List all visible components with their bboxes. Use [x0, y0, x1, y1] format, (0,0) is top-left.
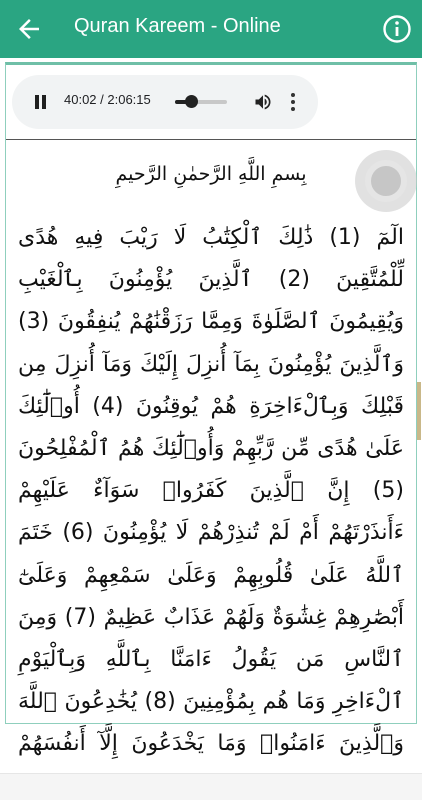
app-bar [0, 0, 422, 58]
playback-time: 40:02 / 2:06:15 [64, 92, 151, 107]
bismillah-heading: بِسمِ اللَّهِ الرَّحمٰنِ الرَّحيمِ [115, 163, 307, 185]
audio-player [12, 75, 318, 129]
divider [6, 139, 416, 140]
bottom-navigation-bar [0, 773, 422, 800]
seek-bar[interactable] [175, 100, 227, 104]
quran-verses: الٓمٓ (1) ذَٰلِكَ ٱلْكِتَٰبُ لَا رَيْبَ فِيهِ هُدًى لِّلْمُتَّقِينَ (2) ٱلَّذِينَ يُؤْمِنُونَ بِٱلْغَيْبِ وَيُقِيمُونَ ٱلصَّلَوٰةَ وَمِمَّا رَزَقْنَٰهُمْ يُنفِقُونَ (3) وَٱلَّذِينَ يُؤْمِنُونَ بِمَآ أُنزِلَ إِلَيْكَ وَمَآ أُنزِلَ مِن قَبْلِكَ وَبِٱلْءَاخِرَةِ هُمْ يُوقِنُونَ (4) أُو۟لَٰٓئِكَ عَلَىٰ هُدًى مِّن رَّبِّهِمْ وَأُو۟لَٰٓئِكَ هُمُ ٱلْمُفْلِحُونَ (5) إِنَّ ٱلَّذِينَ كَفَرُوا۟ سَوَآءٌ عَلَيْهِمْ ءَأَنذَرْتَهُمْ أَمْ لَمْ تُنذِرْهُمْ لَا يُؤْمِنُونَ (6) خَتَمَ ٱللَّهُ عَلَىٰ قُلُوبِهِمْ وَعَلَىٰ سَمْعِهِمْ وَعَلَىٰٓ أَبْصَٰرِهِمْ غِشَٰوَةٌ وَلَهُمْ عَذَابٌ عَظِيمٌ (7) وَمِنَ ٱلنَّاسِ مَن يَقُولُ ءَامَنَّا بِٱللَّهِ وَبِٱلْيَوْمِ ٱلْءَاخِرِ وَمَا هُم بِمُؤْمِنِينَ (8) يُخَٰدِعُونَ ٱللَّهَ وَٱلَّذِينَ ءَامَنُوا۟ وَمَا يَخْدَعُونَ إِلَّآ أَنفُسَهُمْ [18, 225, 405, 757]
floating-action-button[interactable] [355, 150, 417, 212]
info-icon[interactable] [382, 14, 412, 44]
app-title: Quran Kareem - Online [74, 15, 281, 37]
more-options-icon[interactable] [290, 93, 296, 111]
pause-icon[interactable] [34, 95, 48, 109]
volume-icon[interactable] [253, 92, 273, 112]
seek-thumb[interactable] [185, 95, 198, 108]
back-arrow-icon[interactable] [14, 14, 44, 44]
content-card [5, 62, 417, 757]
fab-circle-icon [365, 160, 407, 202]
scrollbar-thumb[interactable] [417, 382, 421, 440]
